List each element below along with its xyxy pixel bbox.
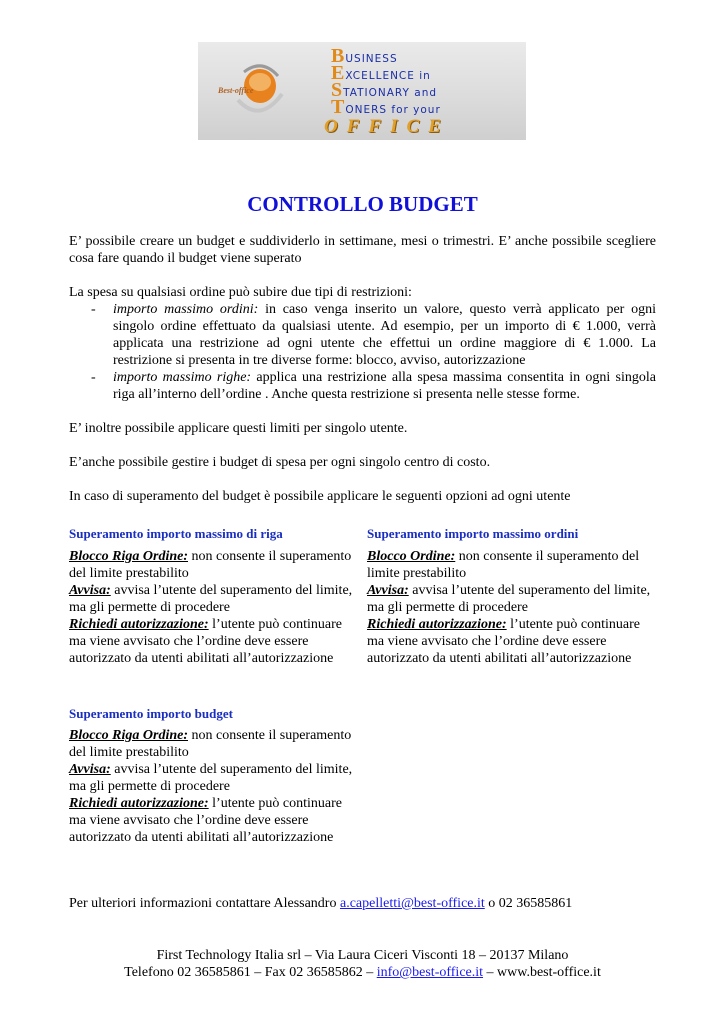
contact-email-link[interactable]: a.capelletti@best-office.it: [339, 896, 485, 911]
section-budget-body: Blocco Riga Ordine: non consente il superamento del limite prestabilito Avvisa: avvisa l’utente del superamento del limite, ma gli permette di procedere Richiedi autorizzazione: l’utente può continuare ma viene avvisato che l’ordine deve essere autorizzato da utenti abilitati all’autorizzazione: [69, 728, 353, 845]
restriction-text: applica una restrizione alla spesa massima consentita in ogni singola riga all’interno dell’ordine . Anche questa restrizione si presenta nelle stesse forme.: [113, 370, 656, 402]
option-label: Richiedi autorizzazione:: [69, 617, 209, 632]
company-logo: [198, 42, 526, 140]
option-label: Richiedi autorizzazione:: [367, 617, 507, 632]
footer-address: First Technology Italia srl – Via Laura Ciceri Visconti 18 – 20137 Milano: [156, 948, 569, 963]
option-label: Richiedi autorizzazione:: [69, 796, 209, 811]
restrictions-lead: La spesa su qualsiasi ordine può subire due tipi di restrizioni:: [69, 285, 412, 300]
section-heading-budget: Superamento importo budget: [69, 706, 233, 721]
section-heading-ordini: Superamento importo massimo ordini: [367, 526, 579, 541]
footer-contacts: Telefono 02 36585861 – Fax 02 36585862 – info@best-office.it – www.best-office.it: [124, 965, 601, 980]
option-label: Blocco Riga Ordine:: [69, 728, 188, 743]
list-bullet: -: [91, 370, 96, 385]
restriction-text: in caso venga inserito un valore, questo verrà applicato per ogni singolo ordine effettuato da qualsiasi utente. Ad esempio, per un importo di € 1.000, verrà applicata una restrizione ad ogni utente che effettui un ordine maggiore di € 1.000. La restrizione si presenta in tre diverse forme: blocco, avviso, autorizzazione: [113, 302, 657, 368]
logo-brand-text: Best-office: [218, 86, 254, 95]
option-label: Avvisa:: [367, 583, 409, 598]
option-label: Avvisa:: [69, 762, 111, 777]
footer-email-link[interactable]: info@best-office.it: [376, 965, 484, 980]
logo-office-word: OFFICE: [324, 116, 450, 137]
best-office-emblem-icon: [198, 42, 318, 140]
list-bullet: -: [91, 302, 96, 317]
section-ordini-body: Blocco Ordine: non consente il superamento del limite prestabilito Avvisa: avvisa l’utente del superamento del limite, ma gli permette di procedere Richiedi autorizzazione: l’utente può continuare ma viene avvisato che l’ordine deve essere autorizzato da utenti abilitati all’autorizzazione: [367, 549, 651, 666]
section-riga-body: Blocco Riga Ordine: non consente il superamento del limite prestabilito Avvisa: avvisa l’utente del superamento del limite, ma gli permette di procedere Richiedi autorizzazione: l’utente può continuare ma viene avvisato che l’ordine deve essere autorizzato da utenti abilitati all’autorizzazione: [69, 549, 353, 666]
options-lead: In caso di superamento del budget è possibile applicare le seguenti opzioni ad ogni utente: [69, 489, 571, 504]
option-label: Avvisa:: [69, 583, 111, 598]
intro-paragraph: E’ possibile creare un budget e suddividerlo in settimane, mesi o trimestri. E’ anche possibile scegliere cosa fare quando il budget viene superato: [69, 234, 656, 266]
per-user-paragraph: E’ inoltre possibile applicare questi limiti per singolo utente.: [69, 421, 408, 436]
restriction-item-rows: [113, 369, 656, 403]
page-title: CONTROLLO BUDGET: [247, 192, 478, 216]
contact-line: Per ulteriori informazioni contattare Alessandro a.capelletti@best-office.it o 02 36585861: [69, 896, 573, 911]
option-label: Blocco Ordine:: [367, 549, 456, 564]
logo-tagline: BUSINESS EXCELLENCE in STATIONARY and TONERS for your: [331, 45, 441, 118]
restriction-item-orders: [113, 301, 656, 369]
section-heading-riga: Superamento importo massimo di riga: [69, 526, 283, 541]
restriction-label: importo massimo ordini:: [113, 302, 259, 317]
cost-center-paragraph: E’anche possibile gestire i budget di spesa per ogni singolo centro di costo.: [69, 455, 491, 470]
option-label: Blocco Riga Ordine:: [69, 549, 188, 564]
restriction-label: importo massimo righe:: [113, 370, 252, 385]
